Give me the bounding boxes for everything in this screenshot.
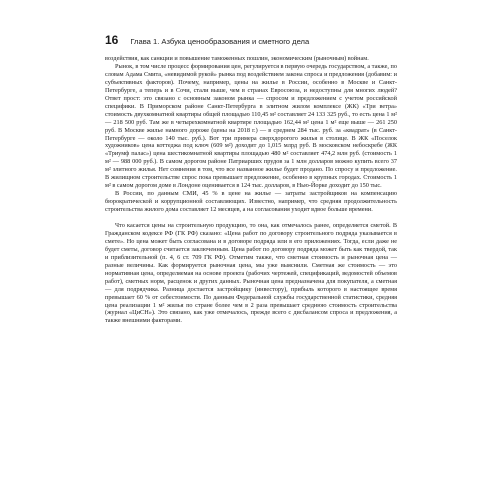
paragraph-continuation: воздействия, как санкции и повышение таможенных пошлин, экономическим (рыночным) войнам. <box>105 55 369 62</box>
page-header <box>105 33 309 47</box>
paragraph-russia-costs: В России, по данным СМИ, 45 % в цене на жилье — затраты застройщиков на компенсацию бюрократической и коррупционной составляющих. Известно, например, что средняя продолжительность строительства жилого дома составляет 12 месяцев, а на согласования уходит вдвое больше времени. <box>105 190 397 214</box>
body-text <box>105 55 397 325</box>
chapter-title: Глава 1. Азбука ценообразования и сметного дела <box>130 37 310 46</box>
paragraph-construction-estimate: Что касается цены на строительную продукцию, то она, как отмечалось ранее, определяется сметой. В Гражданском кодексе РФ (ГК РФ) сказано: «Цена работ по договору строительного подряда указывается в смете». Но цена может быть согласована и в договоре подряда или в его приложениях. Тогда, если даже не будет сметы, договор считается заключенным. Цена работ по договору подряда может быть как твердой, так и приблизительной (п. 4, 6 ст. 709 ГК РФ). Отметим также, что сметная стоимость и рыночная цена — разные величины. Как формируется рыночная цена, мы уже выяснили. Сметная же стоимость — это нормативная цена, определяемая на основе проекта (рабочих чертежей, спецификаций, ведомостей объемов работ), сметных норм, расценок и других данных. Рыночная цена предназначена для покупателя, а сметная — для подрядчика. Разница достается застройщику (инвестору), прибыль которого в настоящее время превышает 60 % от себестоимости. По данным Федеральной службы государственной статистики, средняя цена реализации 1 м² жилья по стране более чем в 2 раза превышает среднюю стоимость строительства (журнал «ЦиСН»). Это связано, как уже отмечалось, прежде всего с дисбалансом спроса и предложения, а также внешними факторами. <box>105 222 397 325</box>
page-number: 16 <box>105 33 119 47</box>
paragraph-market-prices: Рынок, в том числе процесс формирования цен, регулируется в первую очередь государством, а также, по словам Адама Смита, «невидимой рукой» рынка под воздействием закона спроса и предложения (добавим: и субъективных факторов). Почему, например, цены на жилье в России, особенно в Москве и Санкт-Петербурге, а теперь и в Сочи, стали выше, чем в странах Евросоюза, и недоступны для многих людей? Ответ прост: это связано с основным законом рынка — спросом и предложением с учетом российской специфики. В Приморском районе Санкт-Петербурга в элитном жилом комплексе (ЖК) «Три ветра» стоимость двухкомнатной квартиры общей площадью 110,45 м² составляет 24 133 325 руб., то есть цена 1 м² — 218 500 руб. Там же в четырехкомнатной квартире площадью 162,44 м² цена 1 м² еще выше — 261 250 руб. В Москве жилье намного дороже (цены на 2018 г.) — в среднем 284 тыс. руб. за «квадрат» (в Санкт-Петербурге — около 140 тыс. руб.). Вот три примера сверхдорогого жилья в столице. В ЖК «Поселок художников» цена коттеджа под ключ (609 м²) доходит до 1,015 млрд руб. В московском небоскребе (ЖК «Триумф палас») цена шестикомнатной квартиры площадью 480 м² составляет 474,2 млн руб. (стоимость 1 м² — 988 000 руб.). В самом дорогом районе Патриарших прудов за 1 млн долларов можно купить всего 37 м² элитного жилья. Нет сомнения в том, что все названное жилье будет продано. По спросу и предложение. В жилищном строительстве спрос пока превышает предложение, особенно в крупных городах. Стоимость 1 м² в самом дорогом доме в Лондоне оценивается в 124 тыс. долларов, в Нью-Йорке доходит до 150 тыс. <box>105 62 397 190</box>
